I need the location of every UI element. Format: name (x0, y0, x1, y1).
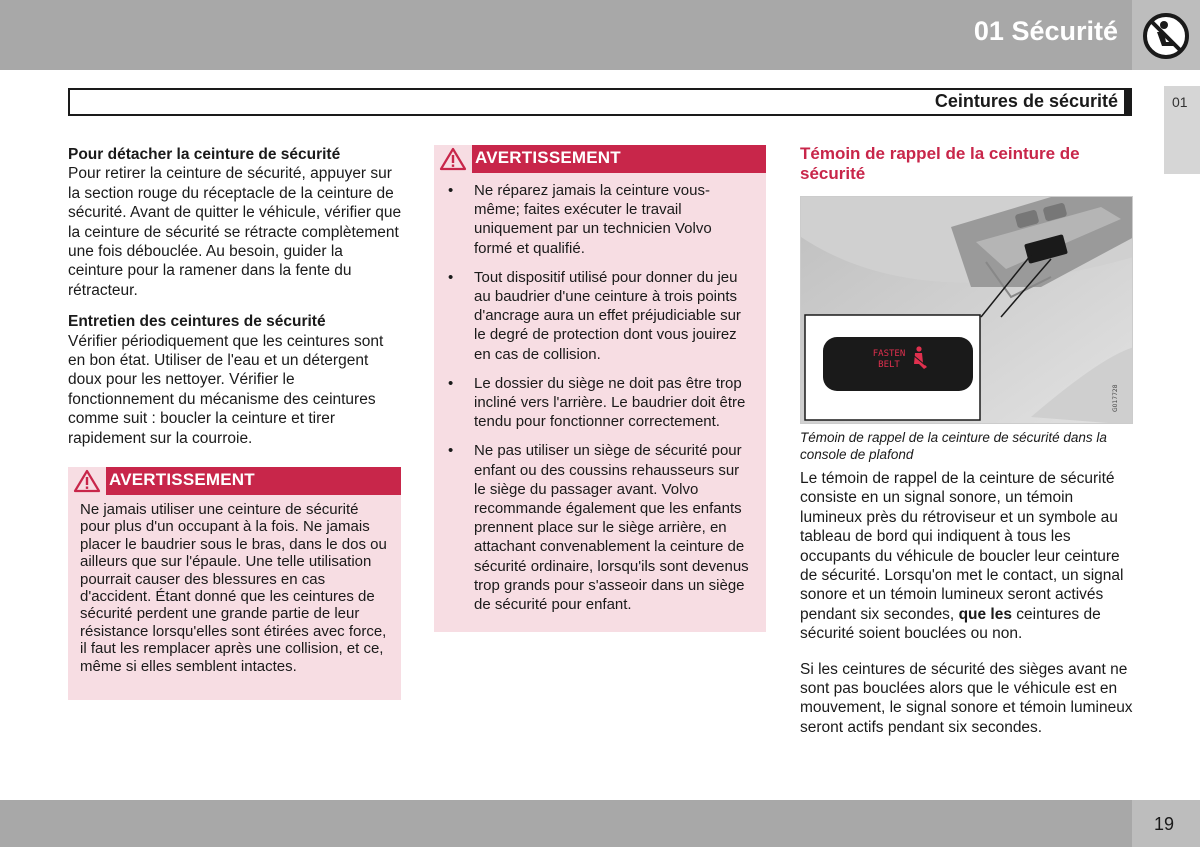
list-item (448, 181, 752, 258)
chapter-title: 01 Sécurité (973, 16, 1118, 46)
figure-caption: Témoin de rappel de la ceinture de sécurité dans la console de plafond (800, 430, 1107, 462)
reminder-text (800, 469, 1133, 737)
heading-unbuckle: Pour détacher la ceinture de sécurité (68, 146, 341, 163)
list-item (448, 374, 752, 432)
page-number: 19 (1154, 814, 1175, 834)
warning-text: Ne jamais utiliser une ceinture de sécurité pour plus d'un occupant à la fois. Ne jamais placer le baudrier sous le bras, dans le dos ou ailleurs que sur l'épaule. Une telle utilisation pourrait causer des blessures en cas d'accident. Étant donné que les ceintures de sécurité perdent une grande partie de leur résistance lorsqu'elles sont étirées avec force, il faut les remplacer après une collision, et ce, même si elles semblent intactes. (80, 501, 387, 675)
bullet-icon: • (448, 374, 454, 392)
warning-title: AVERTISSEMENT (475, 148, 621, 167)
warning-header (68, 467, 401, 495)
list-item-text: Ne pas utiliser un siège de sécurité pour enfant ou des coussins rehausseurs sur le siège du passager avant. Volvo recommande également que les enfants prennent place sur le siège arrière, en attachant convenablement la ceinture de sécurité ordinaire, lorsqu'ils sont devenus trop grands pour s'asseoir dans un siège de sécurité pour enfant. (474, 442, 749, 614)
indicator-text-line1: FASTEN (872, 349, 906, 359)
emphasis-text: que les (958, 605, 1012, 623)
seat-safety-icon (1142, 12, 1190, 60)
paragraph-maintenance: Vérifier périodiquement que les ceintures sont en bon état. Utiliser de l'eau et un détergent doux pour les nettoyer. Vérifier le fonctionnement du mécanisme des ceintures comme suit : boucler la ceinture et tirer rapidement sur la courroie. (68, 332, 384, 447)
heading-reminder: Témoin de rappel de la ceinture de sécurité (800, 144, 1080, 183)
list-item-text: Tout dispositif utilisé pour donner du jeu au baudrier d'une ceinture à trois points d'ancrage aura un effet préjudiciable sur le degré de protection dont vous jouirez en cas de collision. (474, 268, 741, 363)
bullet-icon: • (448, 268, 454, 286)
list-item (448, 441, 752, 614)
chapter-side-tab (1164, 86, 1200, 174)
side-tab-label: 01 (1172, 94, 1188, 110)
chapter-header-bar (0, 0, 1132, 70)
page-number-box (1132, 800, 1200, 847)
warning-title: AVERTISSEMENT (109, 470, 255, 489)
warning-header (434, 145, 766, 173)
figure-code: G017728 (1112, 384, 1119, 412)
column-right (800, 144, 1133, 753)
bullet-icon: • (448, 442, 454, 460)
warning-list (434, 173, 766, 614)
bullet-icon: • (448, 182, 454, 199)
indicator-text-line2: BELT (878, 360, 900, 370)
column-left (68, 145, 402, 460)
paragraph-reminder-1 (800, 469, 1133, 644)
warning-triangle-icon (439, 147, 467, 171)
footer-bar (0, 800, 1132, 847)
overhead-console-illustration (801, 197, 1133, 424)
warning-triangle-icon (73, 469, 101, 493)
paragraph-unbuckle: Pour retirer la ceinture de sécurité, appuyer sur la section rouge du réceptacle de la ceinture de sécurité. Avant de quitter le véhicule, vérifier que la ceinture de sécurité se rétracte complètement une fois débouclée. Au besoin, guider la ceinture pour la ramener dans la fente du rétracteur. (68, 165, 402, 299)
warning-box-1 (68, 467, 401, 700)
section-title: Ceintures de sécurité (934, 91, 1118, 111)
list-item-text: Ne réparez jamais la ceinture vous-même; faites exécuter le travail uniquement par un technicien Volvo formé et qualifié. (474, 182, 712, 257)
reminder-figure (800, 196, 1133, 424)
list-item (448, 268, 752, 364)
paragraph-text: ceintures de sécurité soient bouclées ou non. (800, 605, 1101, 643)
warning-box-2 (434, 145, 766, 632)
chapter-icon-box (1132, 0, 1200, 70)
list-item-text: Le dossier du siège ne doit pas être trop incliné vers l'arrière. Le baudrier doit être tendu pour fonctionner correctement. (474, 374, 746, 431)
paragraph-reminder-2: Si les ceintures de sécurité des sièges avant ne sont pas bouclées alors que le véhicule est en mouvement, le signal sonore et témoin lumineux seront actifs pendant six secondes. (800, 660, 1133, 736)
section-title-bar (68, 88, 1132, 116)
paragraph-text: Le témoin de rappel de la ceinture de sécurité consiste en un signal sonore, un témoin lumineux près du rétroviseur et un symbole au tableau de bord qui indiquent à tous les occupants du véhicule de boucler leur ceinture de sécurité. Lorsqu'on met le contact, un signal sonore et un témoin lumineux seront activés pendant six secondes, (800, 470, 1124, 623)
heading-maintenance: Entretien des ceintures de sécurité (68, 313, 326, 331)
